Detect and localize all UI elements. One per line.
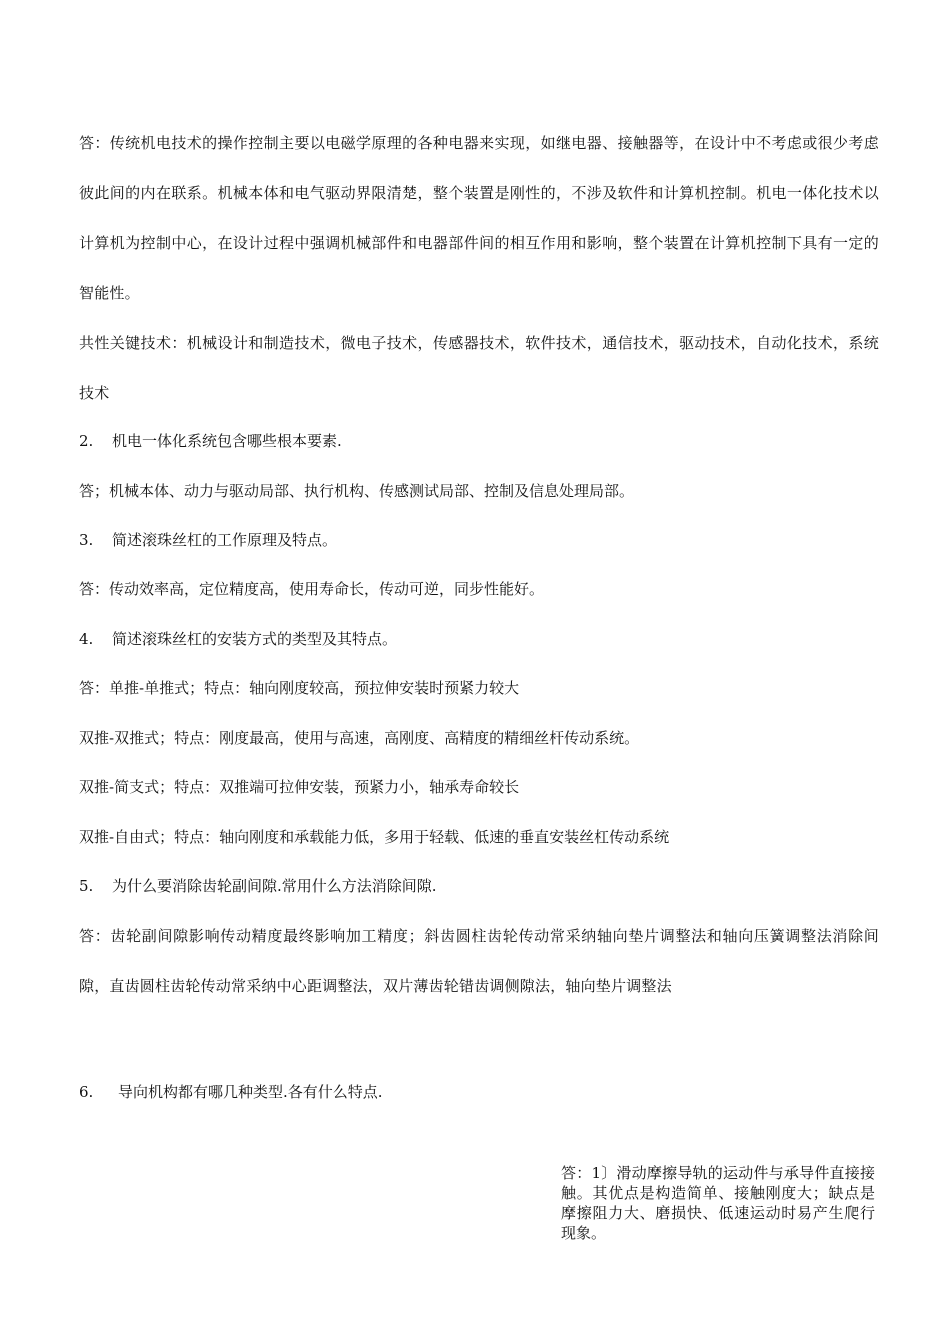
answer-4-line: 答：单推-单推式；特点：轴向刚度较高，预拉伸安装时预紧力较大 [79, 679, 520, 697]
answer-5-paragraph: 答：齿轮副间隙影响传动精度最终影响加工精度；斜齿圆柱齿轮传动常采纳轴向垫片调整法和轴向压簧调整法消除间隙，直齿圆柱齿轮传动常采纳中心距调整法，双片薄齿轮错齿调侧隙法，轴向垫片调整法 [79, 927, 879, 995]
question-text: 导向机构都有哪几种类型.各有什么特点. [118, 1083, 383, 1101]
question-text: 简述滚珠丝杠的安装方式的类型及其特点。 [112, 630, 398, 648]
question-text: 为什么要消除齿轮副间隙.常用什么方法消除间隙. [112, 877, 437, 895]
answer-2: 答；机械本体、动力与驱动局部、执行机构、传感测试局部、控制及信息处理局部。 [79, 482, 635, 500]
answer-6-note: 答：1〕滑动摩擦导轨的运动件与承导件直接接触。其优点是构造简单、接触刚度大；缺点是摩擦阻力大、磨损快、低速运动时易产生爬行现象。 [561, 1164, 875, 1242]
answer-4-line: 双推-简支式；特点：双推端可拉伸安装，预紧力小，轴承寿命较长 [79, 778, 520, 796]
question-text: 机电一体化系统包含哪些根本要素. [112, 432, 342, 450]
question-6 [79, 1082, 383, 1102]
answer-4-line: 双推-双推式；特点：刚度最高，使用与高速，高刚度、高精度的精细丝杆传动系统。 [79, 729, 640, 747]
key-technologies-paragraph: 共性关键技术：机械设计和制造技术，微电子技术，传感器技术，软件技术，通信技术，驱动技术，自动化技术，系统技术 [79, 334, 879, 402]
question-5 [79, 876, 437, 896]
question-number: 2. [79, 432, 94, 450]
question-number: 5. [79, 877, 94, 895]
question-number: 4. [79, 630, 94, 648]
question-number: 6. [79, 1083, 94, 1101]
question-text: 简述滚珠丝杠的工作原理及特点。 [112, 531, 338, 549]
answer-3: 答：传动效率高，定位精度高，使用寿命长，传动可逆，同步性能好。 [79, 580, 545, 598]
answer-4-line: 双推-自由式；特点：轴向刚度和承载能力低，多用于轻载、低速的垂直安装丝杠传动系统 [79, 828, 670, 846]
question-4 [79, 629, 397, 649]
question-3 [79, 530, 337, 550]
question-2 [79, 431, 342, 451]
question-number: 3. [79, 531, 94, 549]
intro-answer-paragraph: 答：传统机电技术的操作控制主要以电磁学原理的各种电器来实现，如继电器、接触器等，在设计中不考虑或很少考虑彼此间的内在联系。机械本体和电气驱动界限清楚，整个装置是刚性的，不涉及软件和计算机控制。机电一体化技术以计算机为控制中心，在设计过程中强调机械部件和电器部件间的相互作用和影响，整个装置在计算机控制下具有一定的智能性。 [79, 134, 879, 302]
